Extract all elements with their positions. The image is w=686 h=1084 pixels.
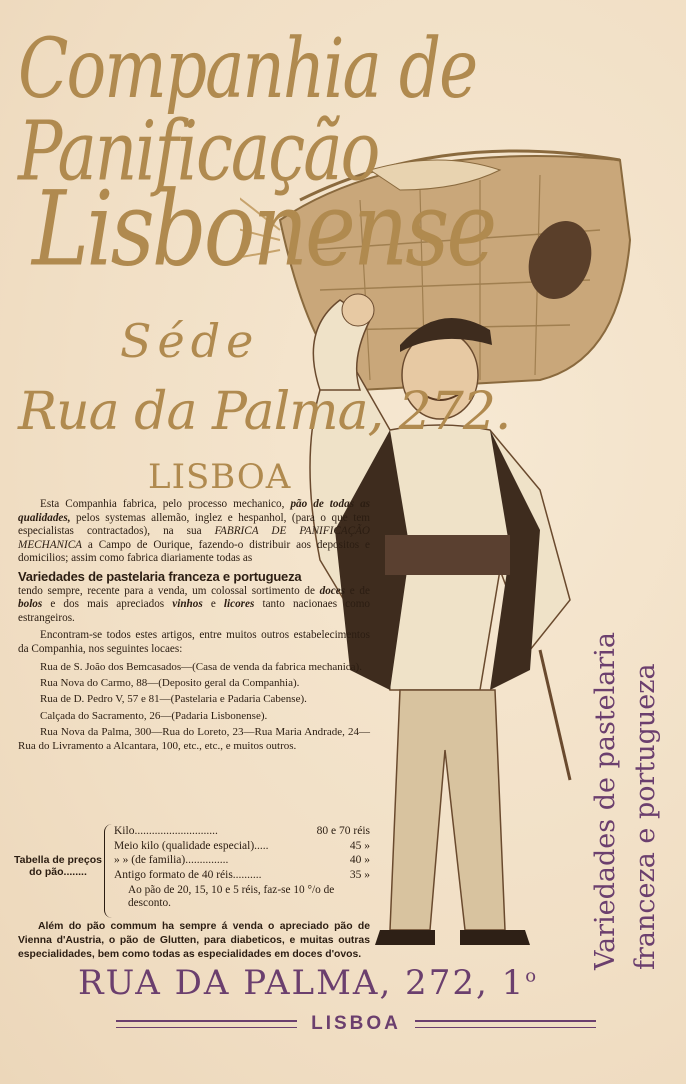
company-title-line2: Lisbonense — [32, 169, 495, 290]
price-row: Kilo............................. 80 e 70 réis — [114, 825, 370, 837]
price-row: » » (de familia)............... 40 » — [114, 854, 370, 867]
headquarters-address: Rua da Palma, 272. — [18, 382, 511, 442]
price-row: Antigo formato de 40 réis.......... 35 » — [114, 868, 370, 881]
footer-city: LISBOA — [311, 1013, 401, 1034]
price-table — [14, 824, 370, 920]
price-rows — [114, 824, 370, 910]
body-text — [18, 498, 370, 756]
locations-intro: Encontram-se todos estes artigos, entre muitos outros estabelecimentos da Companhia, nos seguintes locaes: — [18, 629, 370, 655]
price-brace — [104, 824, 113, 918]
intro-paragraph: Esta Companhia fabrica, pelo processo mechanico, pão de todas as qualidades, pelos systemas allemão, inglez e hespanhol, (para o que tem especialistas contractados), na sua FABRICA DE PANIFICAÇÃO MECHANICA a Campo de Ourique, fazendo-o distribuir aos depositos e domicilios; assim como fabrica diariamente todas as — [18, 498, 371, 565]
sede-label: Séde — [120, 314, 260, 368]
footer-rule-left — [116, 1020, 297, 1028]
price-row: Meio kilo (qualidade especial)..... 45 » — [114, 839, 370, 852]
side-slogan-line1: Variedades de pastelaria — [590, 631, 621, 970]
price-table-label: Tabella de preços do pão........ — [14, 854, 102, 878]
discount-note: Ao pão de 20, 15, 10 e 5 réis, faz-se 10 °/o de desconto. — [128, 884, 335, 910]
footer-address: RUA DA PALMA, 272, 1$^o$ — [78, 963, 539, 1003]
location-item: Calçada do Sacramento, 26—(Padaria Lisbonense). — [40, 709, 268, 722]
pastry-paragraph: tendo sempre, recente para a venda, um colossal sortimento de doces e de bolos e dos mais apreciados vinhos e licores tanto nacionaes como estrangeiros. — [18, 584, 371, 624]
footer-rule-right — [415, 1020, 596, 1028]
company-title: Companhia de Panificação — [18, 20, 477, 200]
pastry-heading: Variedades de pastelaria franceza e portugueza — [18, 568, 302, 584]
footer-city-row — [116, 1012, 596, 1036]
location-item: Rua Nova da Palma, 300—Rua do Loreto, 23—Rua Maria Andrade, 24—Rua do Livramento a Alcantara, 100, etc., etc., e muitos outros. — [18, 726, 370, 752]
side-slogan — [582, 600, 672, 970]
closing-paragraph: Além do pão commum ha sempre á venda o apreciado pão de Vienna d'Austria, o pão de Glutten, para diabeticos, e muitas outras especialidades, bem como todas as especialidades em doces d'ovos. — [18, 921, 370, 960]
side-slogan-line2: franceza e portugueza — [630, 663, 661, 970]
location-item: Rua de S. João dos Bemcasados—(Casa de venda da fabrica mechanica). — [40, 660, 362, 673]
location-item: Rua de D. Pedro V, 57 e 81—(Pastelaria e Padaria Cabense). — [40, 693, 307, 706]
headquarters-city: LISBOA — [148, 457, 292, 497]
location-item: Rua Nova do Carmo, 88—(Deposito geral da Companhia). — [40, 676, 300, 689]
